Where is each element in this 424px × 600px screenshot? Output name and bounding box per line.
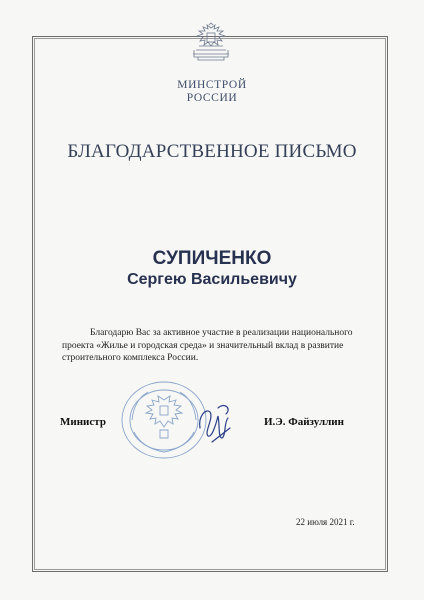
recipient-name: Сергею Васильевичу (127, 271, 297, 288)
letter-body (62, 327, 374, 365)
signer-name: И.Э. Файзуллин (264, 416, 344, 428)
body-line: Благодарю Вас за активное участие в реализации национального (90, 328, 353, 338)
coat-of-arms-icon (188, 22, 234, 62)
letter-title: БЛАГОДАРСТВЕННОЕ ПИСЬМО (67, 141, 357, 162)
letter-date: 22 июля 2021 г. (296, 517, 355, 527)
body-line: строительного комплекса России. (62, 353, 199, 363)
body-line: проекта «Жилье и городская среда» и значительный вклад в развитие (62, 340, 344, 351)
ministry-name-line2: РОССИИ (186, 92, 238, 104)
handwritten-signature (194, 398, 236, 446)
signer-role: Министр (60, 416, 106, 428)
ministry-name-line1: МИНСТРОЙ (177, 79, 247, 91)
recipient-surname: СУПИЧЕНКО (152, 248, 272, 269)
page-border (32, 36, 388, 572)
